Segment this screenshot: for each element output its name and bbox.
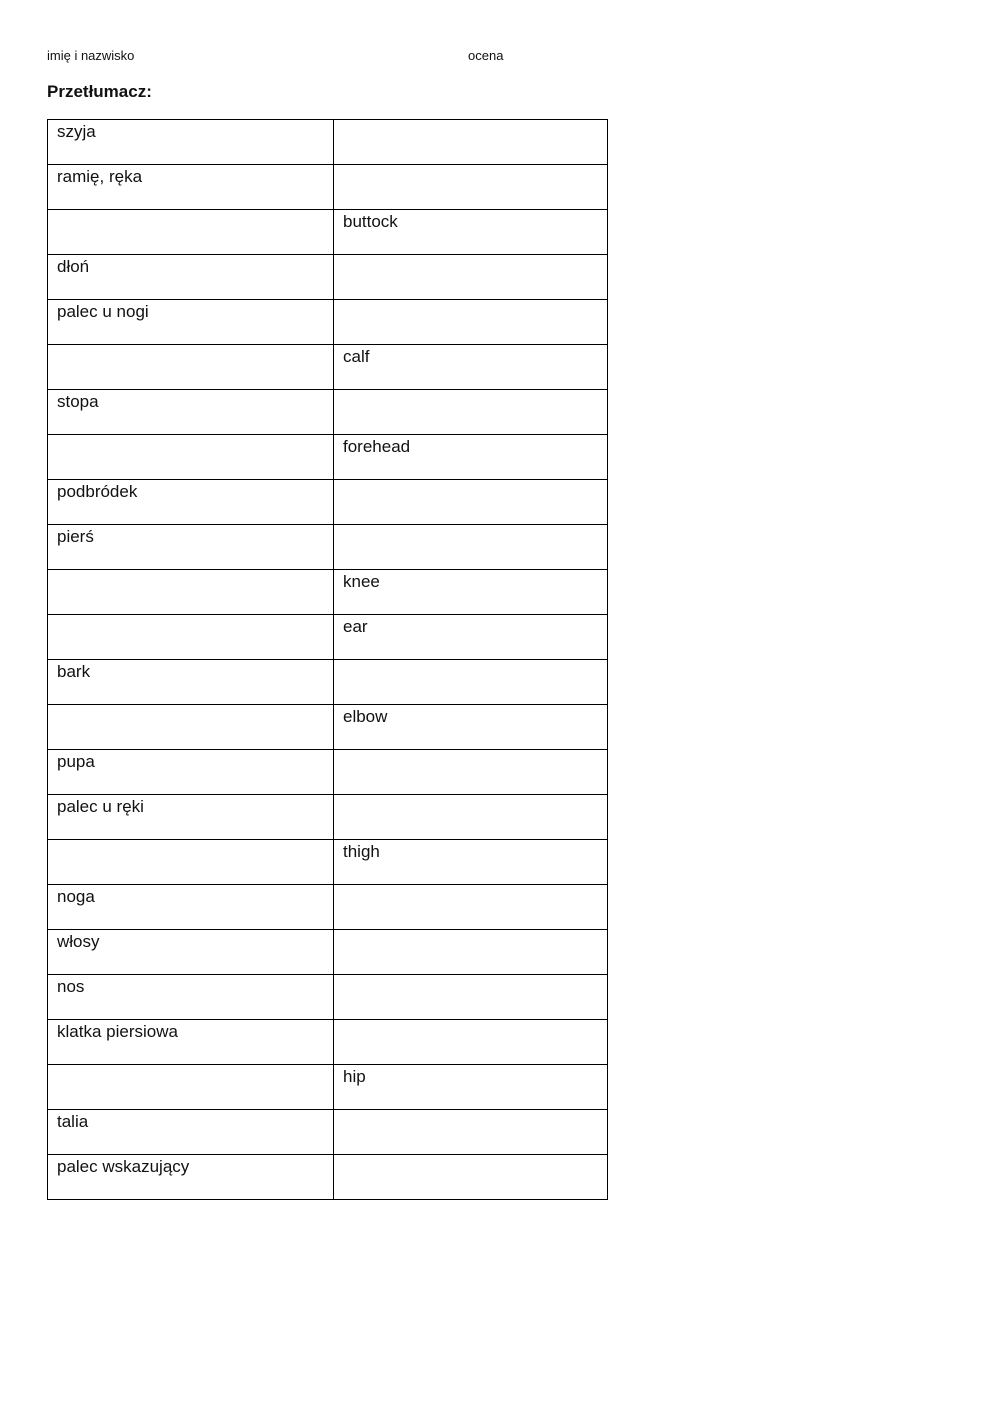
english-cell[interactable] [334, 300, 608, 345]
table-row [48, 300, 608, 345]
table-row [48, 1110, 608, 1155]
english-cell[interactable]: knee [334, 570, 608, 615]
table-row [48, 570, 608, 615]
table-row [48, 750, 608, 795]
polish-cell[interactable]: pierś [48, 525, 334, 570]
polish-cell[interactable]: podbródek [48, 480, 334, 525]
table-row [48, 435, 608, 480]
polish-cell[interactable] [48, 840, 334, 885]
table-row [48, 345, 608, 390]
table-row [48, 1065, 608, 1110]
polish-cell[interactable] [48, 705, 334, 750]
polish-cell[interactable] [48, 1065, 334, 1110]
english-cell[interactable]: thigh [334, 840, 608, 885]
english-cell[interactable] [334, 165, 608, 210]
table-row [48, 1155, 608, 1200]
polish-cell[interactable] [48, 615, 334, 660]
polish-cell[interactable] [48, 435, 334, 480]
grade-label: ocena [468, 48, 504, 63]
english-cell[interactable]: elbow [334, 705, 608, 750]
english-cell[interactable] [334, 255, 608, 300]
polish-cell[interactable]: palec u ręki [48, 795, 334, 840]
polish-cell[interactable]: dłoń [48, 255, 334, 300]
table-row [48, 120, 608, 165]
polish-cell[interactable]: włosy [48, 930, 334, 975]
english-cell[interactable] [334, 525, 608, 570]
name-label: imię i nazwisko [47, 48, 135, 63]
table-row [48, 975, 608, 1020]
english-cell[interactable] [334, 390, 608, 435]
english-cell[interactable]: buttock [334, 210, 608, 255]
table-row [48, 705, 608, 750]
english-cell[interactable]: calf [334, 345, 608, 390]
polish-cell[interactable]: szyja [48, 120, 334, 165]
polish-cell[interactable] [48, 210, 334, 255]
polish-cell[interactable] [48, 570, 334, 615]
polish-cell[interactable]: palec u nogi [48, 300, 334, 345]
english-cell[interactable] [334, 1110, 608, 1155]
polish-cell[interactable]: ramię, ręka [48, 165, 334, 210]
polish-cell[interactable]: palec wskazujący [48, 1155, 334, 1200]
polish-cell[interactable] [48, 345, 334, 390]
table-row [48, 210, 608, 255]
polish-cell[interactable]: stopa [48, 390, 334, 435]
vocabulary-table [47, 119, 608, 1200]
table-row [48, 795, 608, 840]
english-cell[interactable] [334, 480, 608, 525]
table-row [48, 840, 608, 885]
polish-cell[interactable]: noga [48, 885, 334, 930]
english-cell[interactable]: forehead [334, 435, 608, 480]
polish-cell[interactable]: talia [48, 1110, 334, 1155]
english-cell[interactable]: ear [334, 615, 608, 660]
table-row [48, 525, 608, 570]
table-row [48, 615, 608, 660]
english-cell[interactable] [334, 930, 608, 975]
english-cell[interactable] [334, 1020, 608, 1065]
english-cell[interactable] [334, 795, 608, 840]
english-cell[interactable]: hip [334, 1065, 608, 1110]
english-cell[interactable] [334, 750, 608, 795]
english-cell[interactable] [334, 1155, 608, 1200]
table-row [48, 165, 608, 210]
vocabulary-table-body [48, 120, 608, 1200]
table-row [48, 930, 608, 975]
english-cell[interactable] [334, 885, 608, 930]
english-cell[interactable] [334, 120, 608, 165]
table-row [48, 1020, 608, 1065]
polish-cell[interactable]: pupa [48, 750, 334, 795]
english-cell[interactable] [334, 660, 608, 705]
table-row [48, 660, 608, 705]
table-row [48, 255, 608, 300]
table-row [48, 390, 608, 435]
polish-cell[interactable]: klatka piersiowa [48, 1020, 334, 1065]
table-row [48, 885, 608, 930]
table-row [48, 480, 608, 525]
polish-cell[interactable]: nos [48, 975, 334, 1020]
english-cell[interactable] [334, 975, 608, 1020]
page-title: Przetłumacz: [47, 82, 152, 101]
polish-cell[interactable]: bark [48, 660, 334, 705]
